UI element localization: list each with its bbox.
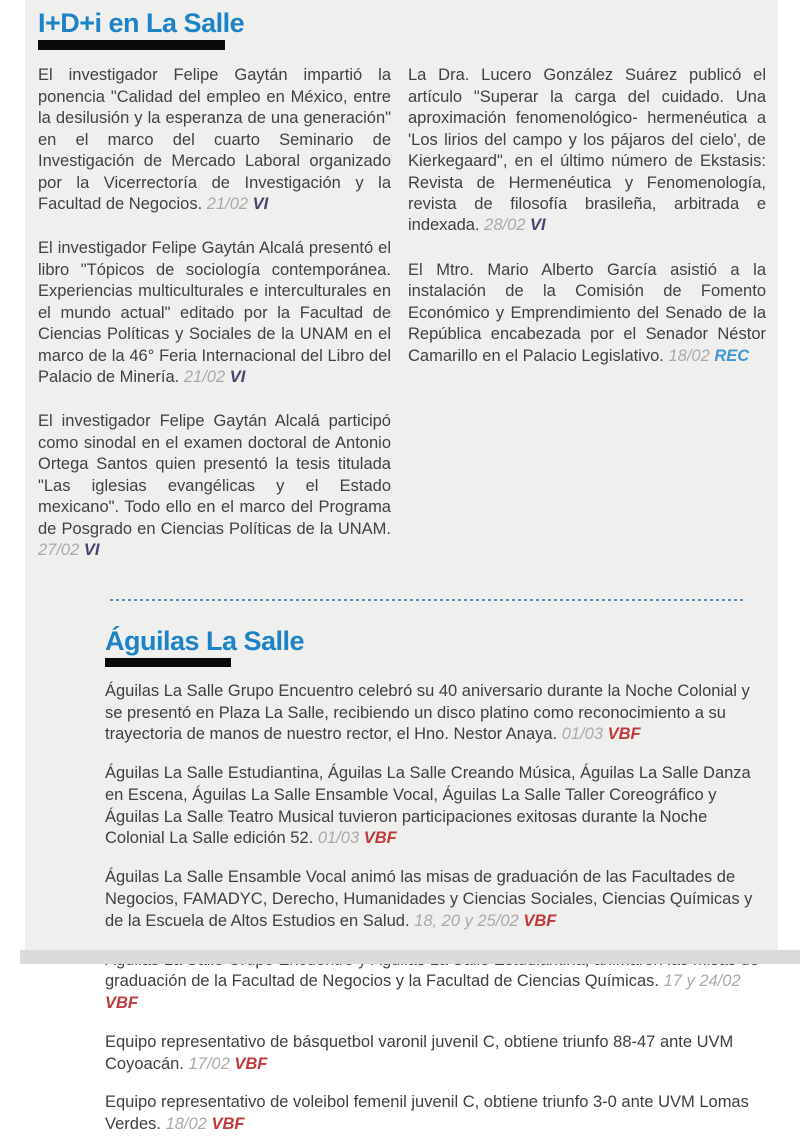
news-date: 21/02 bbox=[206, 194, 249, 213]
news-date: 21/02 bbox=[183, 368, 226, 387]
section-title-aguilas: Águilas La Salle bbox=[105, 625, 305, 656]
news-text: El investigador Felipe Gaytán Alcalá participó como sinodal en el examen doctoral de Antonio Ortega Santos quien presentó la tesis titulada "Las iglesias evangélicas y el Estado mexicano". Todo ello en el marco del Programa de Posgrado en Ciencias Políticas de la UNAM. bbox=[38, 412, 391, 538]
news-tag: VBF bbox=[363, 829, 397, 848]
page-bottom-edge bbox=[20, 950, 800, 964]
news-date: 18, 20 y 25/02 bbox=[414, 911, 519, 930]
news-tag: VI bbox=[229, 368, 246, 387]
news-item bbox=[38, 65, 391, 215]
section-divider-dashed-line bbox=[110, 599, 744, 601]
section-aguilas bbox=[25, 627, 778, 1136]
news-text: Águilas La Salle Grupo Encuentro celebró su 40 aniversario durante la Noche Colonial y se presentó en Plaza La Salle, recibiendo un disco platino como reconocimiento a su trayectoria de manos de nuestro rector, el Hno. Nestor Anaya. bbox=[105, 681, 750, 744]
news-item bbox=[105, 867, 765, 932]
news-item bbox=[105, 763, 765, 850]
news-text: Águilas La Salle Estudiantina, Águilas La Salle Creando Música, Águilas La Salle Danza en Escena, Águilas La Salle Ensamble Vocal, Águilas La Salle Taller Coreográfico y Águilas La Salle Teatro Musical tuvieron participaciones exitosas durante la Noche Colonial La Salle edición 52. bbox=[105, 764, 751, 848]
news-tag: VI bbox=[83, 541, 100, 560]
news-text: Equipo representativo de básquetbol varonil juvenil C, obtiene triunfo 88-47 ante UVM Coyoacán. bbox=[105, 1032, 734, 1073]
news-text: graduación de la Facultad de Negocios y la Facultad de Ciencias Químicas. bbox=[105, 972, 659, 991]
news-tag: VBF bbox=[105, 994, 138, 1013]
news-item bbox=[105, 1092, 765, 1136]
news-item bbox=[105, 1032, 765, 1076]
news-date: 17 y 24/02 bbox=[663, 972, 741, 991]
section-idi bbox=[25, 0, 778, 585]
title-underline-bar bbox=[105, 658, 231, 667]
news-date: 01/03 bbox=[317, 829, 360, 848]
news-date: 17/02 bbox=[188, 1054, 230, 1073]
news-text: El investigador Felipe Gaytán impartió la ponencia "Calidad del empleo en México, entre la desilusión y la esperanza de una generación" en el marco del cuarto Seminario de Investigación de Mercado Laboral organizado por la Vicerrectoría de Investigación y la Facultad de Negocios. bbox=[38, 66, 391, 213]
news-date: 01/03 bbox=[561, 725, 604, 744]
idi-left-column bbox=[38, 65, 391, 584]
title-underline-bar bbox=[38, 40, 225, 50]
news-item bbox=[38, 238, 391, 388]
idi-right-column bbox=[408, 65, 766, 584]
news-tag: VBF bbox=[234, 1054, 268, 1073]
news-tag: VI bbox=[252, 194, 269, 213]
news-item bbox=[105, 681, 765, 746]
news-date: 27/02 bbox=[38, 541, 80, 560]
section-title-idi: I+D+i en La Salle bbox=[38, 8, 245, 38]
news-date: 28/02 bbox=[484, 216, 526, 235]
news-item bbox=[408, 65, 766, 237]
idi-columns bbox=[38, 65, 766, 584]
content-panel bbox=[25, 0, 778, 1134]
news-tag: VI bbox=[530, 216, 546, 235]
news-text: El Mtro. Mario Alberto García asistió a la instalación de la Comisión de Fomento Económico y Emprendimiento del Senado de la República encabezada por el Senador Néstor Camarillo en el Palacio Legislativo. bbox=[408, 260, 766, 365]
news-tag: VBF bbox=[211, 1115, 245, 1134]
news-text: Equipo representativo de voleibol femenil juvenil C, obtiene triunfo 3-0 ante UVM Lomas Verdes. bbox=[105, 1093, 749, 1134]
news-item bbox=[38, 411, 391, 561]
news-date: 18/02 bbox=[668, 346, 710, 365]
news-tag: VBF bbox=[607, 725, 641, 744]
aguilas-list bbox=[105, 681, 778, 1136]
news-tag: VBF bbox=[523, 911, 557, 930]
news-date: 18/02 bbox=[165, 1115, 207, 1134]
news-item bbox=[408, 260, 766, 367]
news-tag: REC bbox=[714, 346, 750, 365]
news-text: La Dra. Lucero González Suárez publicó el artículo "Superar la carga del cuidado. Una aproximación fenomenológico- hermenéutica a 'Los lirios del campo y los pájaros del cielo', de Kierkegaard", en el último número de Ekstasis: Revista de Hermenéutica y Fenomenología, revista de filosofía brasileña, arbitrada e indexada. bbox=[408, 66, 766, 235]
news-text: El investigador Felipe Gaytán Alcalá presentó el libro "Tópicos de sociología contemporánea. Experiencias multiculturales e interculturales en el mundo actual" editado por la Facultad de Ciencias Políticas y Sociales de la UNAM en el marco de la 46° Feria Internacional del Libro del Palacio de Minería. bbox=[38, 239, 391, 387]
news-text: Águilas La Salle Ensamble Vocal animó las misas de graduación de las Facultades de Negocios, FAMADYC, Derecho, Humanidades y Ciencias Sociales, Ciencias Químicas y de la Escuela de Altos Estudios en Salud. bbox=[105, 868, 753, 930]
